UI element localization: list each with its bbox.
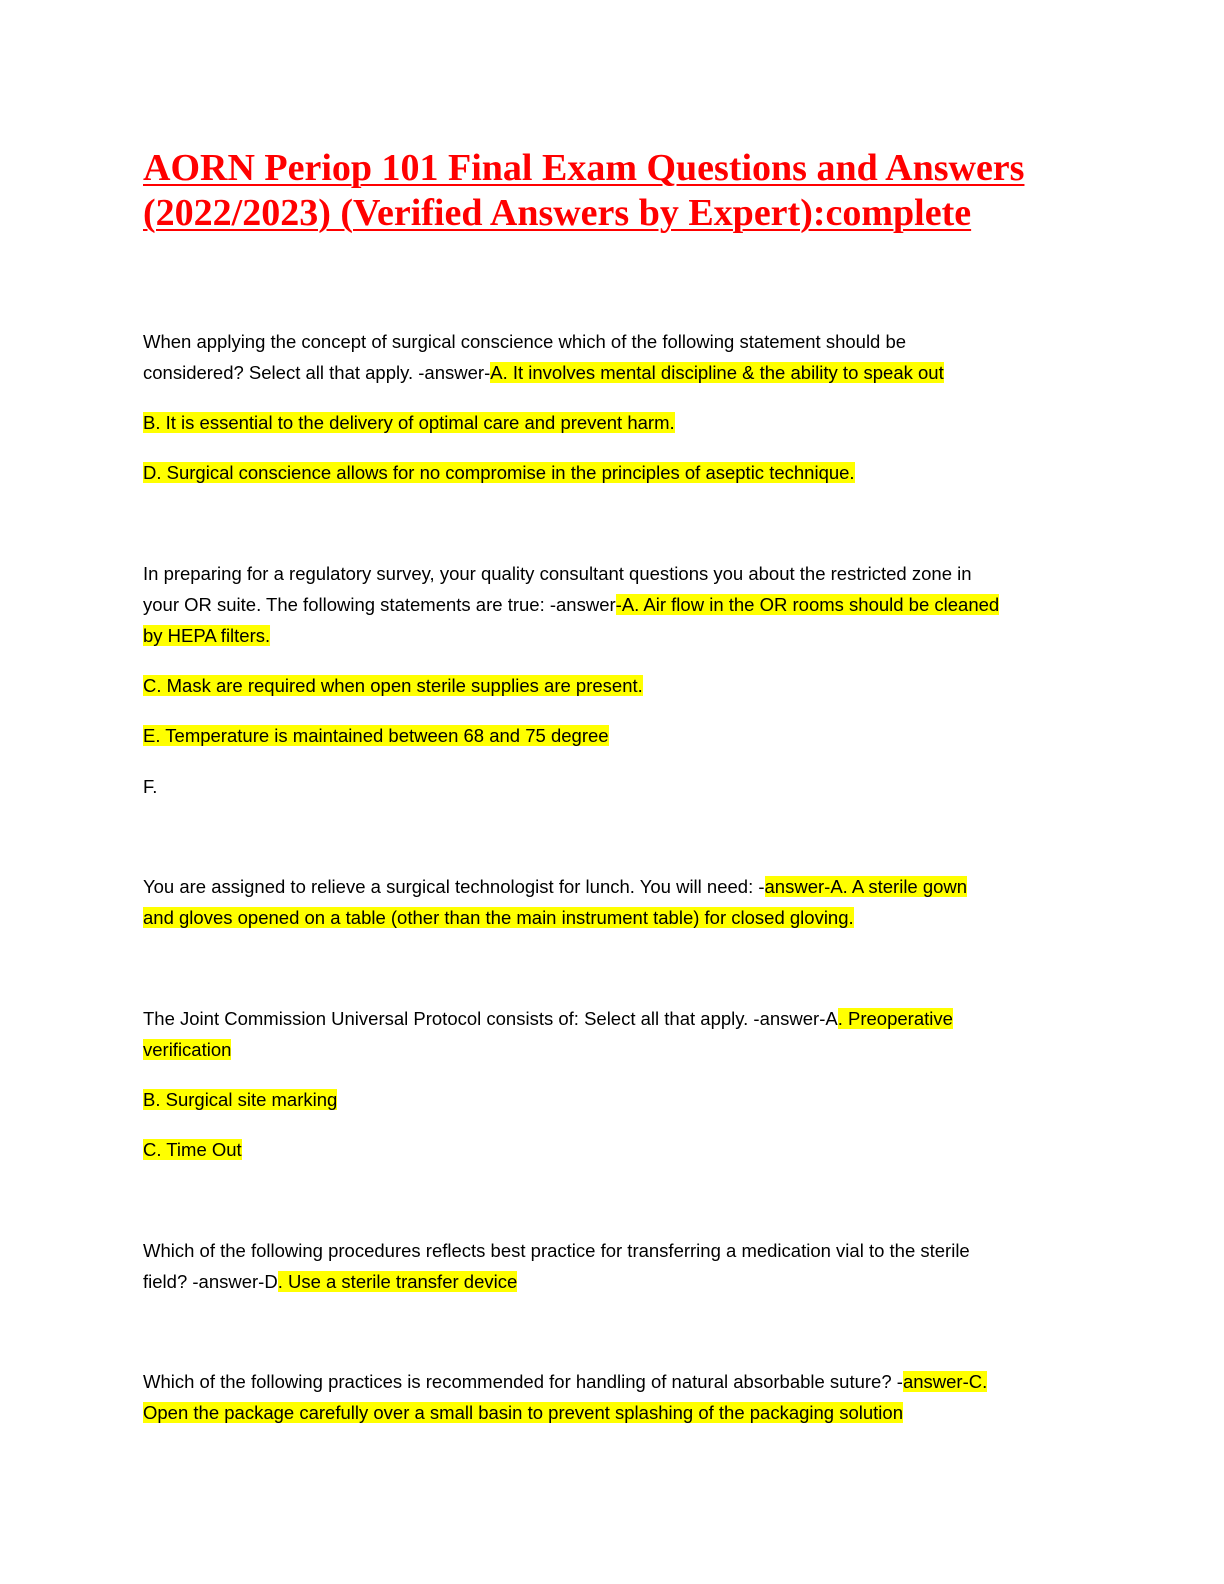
title-line-2: (2022/2023) (Verified Answers by Expert):complete [143, 192, 972, 234]
question-2-line-2: your OR suite. The following statements are true: -answer-A. Air flow in the OR rooms should be cleaned [143, 594, 1000, 615]
question-4-answer-c: C. Time Out [143, 1139, 242, 1160]
question-5-line-1: Which of the following procedures reflects best practice for transferring a medication vial to the sterile [143, 1240, 970, 1261]
question-6-line-1: Which of the following practices is recommended for handling of natural absorbable suture? -answer-C. [143, 1371, 988, 1392]
question-1-line-2: considered? Select all that apply. -answer-A. It involves mental discipline & the ability to speak out [143, 362, 944, 383]
answer-highlight: . Use a sterile transfer device [277, 1271, 518, 1292]
question-4-line-1: The Joint Commission Universal Protocol consists of: Select all that apply. -answer-A. Preoperative [143, 1008, 953, 1029]
question-3-line-1: You are assigned to relieve a surgical technologist for lunch. You will need: -answer-A. A sterile gown [143, 876, 968, 897]
question-2-answer-e: E. Temperature is maintained between 68 and 75 degree [143, 725, 609, 746]
question-5-line-2: field? -answer-D. Use a sterile transfer device [143, 1271, 518, 1292]
question-2-trailing: F. [143, 776, 158, 797]
question-4-line-2: verification [143, 1039, 232, 1060]
question-6-line-2: Open the package carefully over a small basin to prevent splashing of the packaging solution [143, 1402, 903, 1423]
answer-highlight: -A. Air flow in the OR rooms should be cleaned [615, 594, 1000, 615]
question-1-answer-b: B. It is essential to the delivery of optimal care and prevent harm. [143, 412, 675, 433]
answer-highlight: answer-C. [902, 1371, 988, 1392]
answer-highlight: A. It involves mental discipline & the ability to speak out [490, 362, 944, 383]
question-1-line-1: When applying the concept of surgical conscience which of the following statement should be [143, 331, 907, 352]
title-line-1: AORN Periop 101 Final Exam Questions and Answers [143, 147, 1025, 189]
question-2-line-1: In preparing for a regulatory survey, your quality consultant questions you about the restricted zone in [143, 563, 972, 584]
answer-highlight: answer-A. A sterile gown [764, 876, 968, 897]
question-3-line-2: and gloves opened on a table (other than the main instrument table) for closed gloving. [143, 907, 854, 928]
question-4-answer-b: B. Surgical site marking [143, 1089, 338, 1110]
question-2-line-3: by HEPA filters. [143, 625, 271, 646]
question-1-answer-d: D. Surgical conscience allows for no compromise in the principles of aseptic technique. [143, 462, 855, 483]
question-2-answer-c: C. Mask are required when open sterile supplies are present. [143, 675, 643, 696]
answer-highlight: . Preoperative [837, 1008, 953, 1029]
document-title [143, 146, 1083, 236]
